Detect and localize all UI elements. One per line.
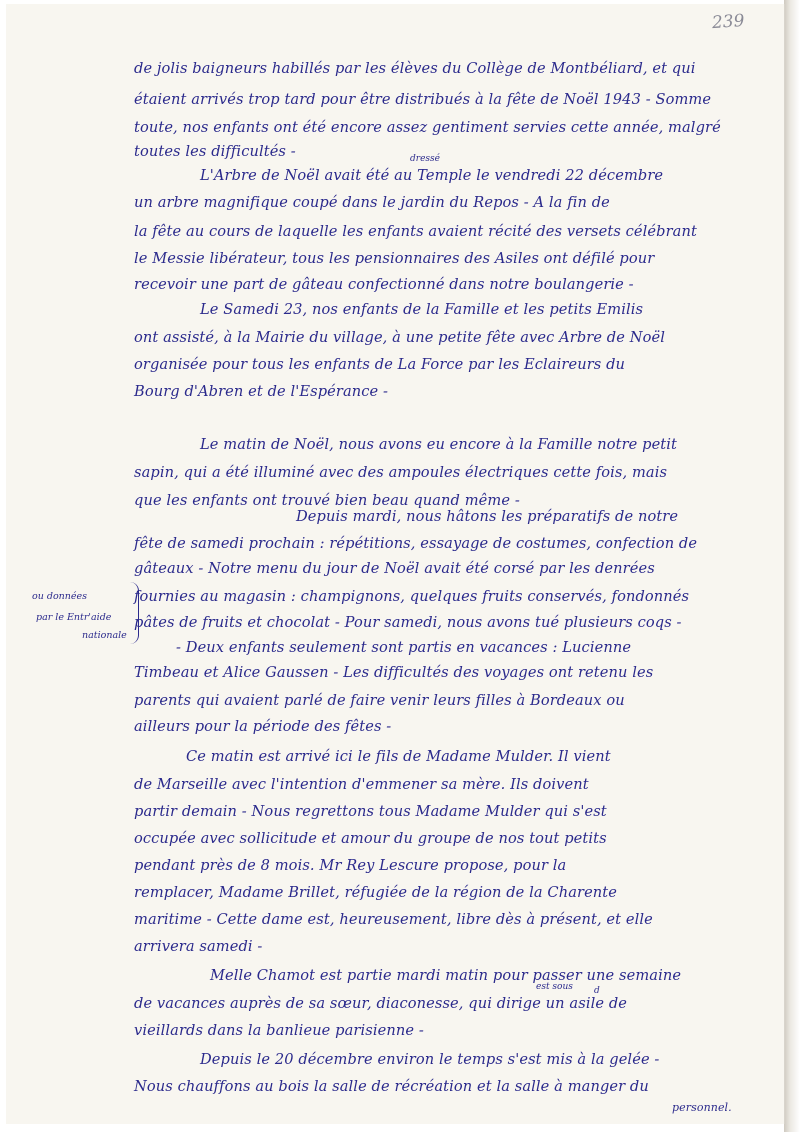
insertion-d: d: [594, 986, 600, 996]
text-line: ailleurs pour la période des fêtes -: [134, 718, 392, 735]
text-line: parents qui avaient parlé de faire venir leurs filles à Bordeaux ou: [134, 692, 625, 709]
text-line: Le Samedi 23, nos enfants de la Famille et les petits Emilis: [200, 301, 644, 318]
text-line: ont assisté, à la Mairie du village, à une petite fête avec Arbre de Noël: [134, 329, 665, 346]
text-line: Nous chauffons au bois la salle de récréation et la salle à manger du: [134, 1078, 649, 1095]
text-line: - Deux enfants seulement sont partis en vacances : Lucienne: [176, 639, 632, 656]
margin-note-line: nationale: [82, 630, 127, 641]
text-line: Melle Chamot est partie mardi matin pour passer une semaine: [210, 967, 682, 984]
text-line: le Messie libérateur, tous les pensionnaires des Asiles ont défilé pour: [134, 250, 655, 267]
text-line: Bourg d'Abren et de l'Espérance -: [134, 383, 389, 400]
text-line: pâtes de fruits et chocolat - Pour samedi, nous avons tué plusieurs coqs -: [134, 614, 682, 631]
text-line: Depuis le 20 décembre environ le temps s'est mis à la gelée -: [200, 1051, 660, 1068]
text-line: pendant près de 8 mois. Mr Rey Lescure propose, pour la: [134, 857, 567, 874]
text-line: la fête au cours de laquelle les enfants avaient récité des versets célébrant: [134, 223, 697, 240]
text-line: Depuis mardi, nous hâtons les préparatifs de notre: [296, 508, 679, 525]
margin-bracket: [130, 582, 139, 644]
text-line: occupée avec sollicitude et amour du groupe de nos tout petits: [134, 830, 607, 847]
text-line: fournies au magasin : champignons, quelques fruits conservés, fondonnés: [134, 588, 690, 605]
text-line: arrivera samedi -: [134, 938, 263, 955]
page-number: 239: [710, 10, 745, 34]
text-line: Timbeau et Alice Gaussen - Les difficultés des voyages ont retenu les: [134, 664, 654, 681]
text-line: remplacer, Madame Brillet, réfugiée de la région de la Charente: [134, 884, 618, 901]
text-line: que les enfants ont trouvé bien beau quand même -: [134, 492, 520, 509]
text-line: L'Arbre de Noël avait été au Temple le vendredi 22 décembre: [200, 167, 664, 184]
text-line: Le matin de Noël, nous avons eu encore à la Famille notre petit: [200, 436, 677, 453]
margin-note-line: par le Entr'aide: [36, 612, 112, 623]
text-line: de vacances auprès de sa sœur, diaconesse, qui dirige un asile de: [134, 995, 628, 1012]
text-line: gâteaux - Notre menu du jour de Noël avait été corsé par les denrées: [134, 560, 655, 577]
text-line: maritime - Cette dame est, heureusement, libre dès à présent, et elle: [134, 911, 653, 928]
insertion-dresse: dressé: [410, 154, 440, 164]
text-line: toute, nos enfants ont été encore assez gentiment servies cette année, malgré: [134, 119, 721, 136]
text-line: toutes les difficultés -: [134, 143, 296, 160]
text-line: recevoir une part de gâteau confectionné dans notre boulangerie -: [134, 276, 634, 293]
text-line: partir demain - Nous regrettons tous Madame Mulder qui s'est: [134, 803, 607, 820]
binding-edge: [784, 0, 800, 1132]
text-line: organisée pour tous les enfants de La Force par les Eclaireurs du: [134, 356, 626, 373]
text-line: Ce matin est arrivé ici le fils de Madame Mulder. Il vient: [186, 748, 611, 765]
insertion-est-sous: est sous: [536, 982, 573, 992]
margin-note-line: ou données: [32, 591, 88, 602]
text-line: fête de samedi prochain : répétitions, essayage de costumes, confection de: [134, 535, 698, 552]
text-line: de jolis baigneurs habillés par les élèves du Collège de Montbéliard, et qui: [134, 60, 696, 77]
manuscript-page: [6, 4, 785, 1124]
text-line: de Marseille avec l'intention d'emmener sa mère. Ils doivent: [134, 776, 589, 793]
text-line: étaient arrivés trop tard pour être distribués à la fête de Noël 1943 - Somme: [134, 91, 712, 108]
text-line: un arbre magnifique coupé dans le jardin du Repos - A la fin de: [134, 194, 610, 211]
text-line: vieillards dans la banlieue parisienne -: [134, 1022, 424, 1039]
text-line: personnel.: [672, 1101, 732, 1114]
text-line: sapin, qui a été illuminé avec des ampoules électriques cette fois, mais: [134, 464, 668, 481]
